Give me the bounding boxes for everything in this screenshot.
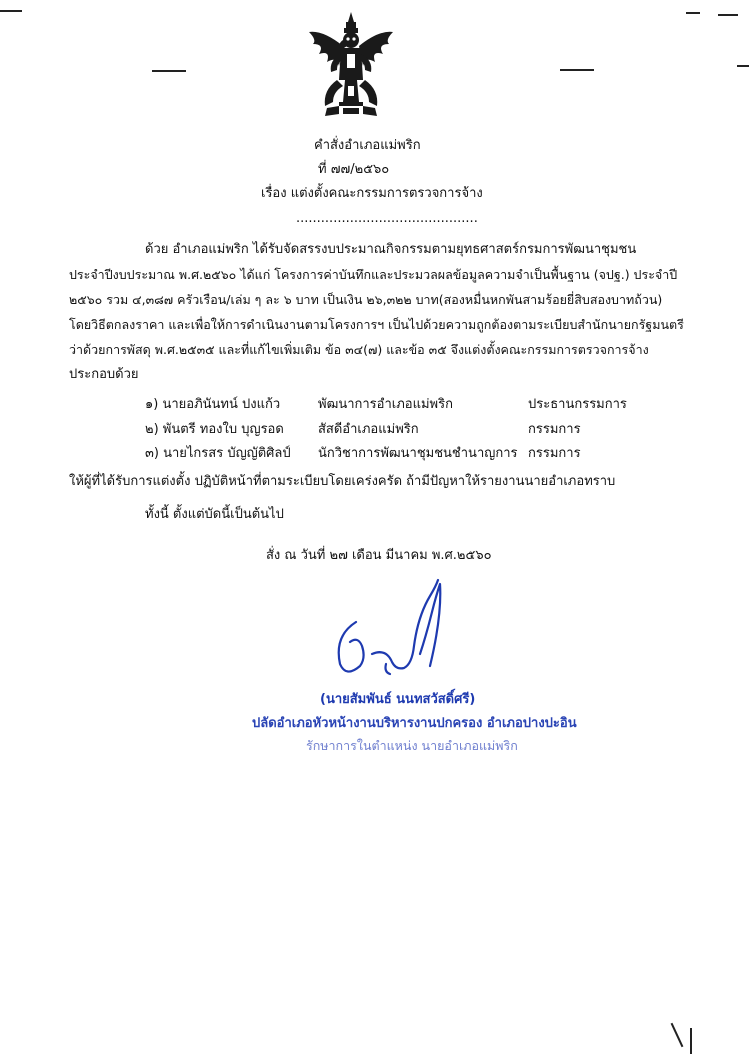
scan-mark [152, 70, 186, 72]
committee-member-position: พัฒนาการอำเภอแม่พริก [318, 397, 453, 412]
scan-mark [0, 10, 22, 12]
signer-title: ปลัดอำเภอหัวหน้างานบริหารงานปกครอง อำเภอปางปะอิน [252, 716, 577, 731]
scan-mark [686, 12, 700, 14]
scan-mark [737, 65, 749, 67]
committee-member-role: ประธานกรรมการ [528, 397, 627, 412]
paragraph-line: โดยวิธีตกลงราคา และเพื่อให้การดำเนินงานตามโครงการฯ เป็นไปด้วยความถูกต้องตามระเบียบสำนักนายกรัฐมนตรี [69, 317, 684, 332]
committee-member-position: นักวิชาการพัฒนาชุมชนชำนาญการ [318, 446, 518, 461]
instruction-text: ให้ผู้ที่ได้รับการแต่งตั้ง ปฏิบัติหน้าที่ตามระเบียบโดยเคร่งครัด ถ้ามีปัญหาให้รายงานนายอำเภอทราบ [69, 474, 616, 489]
committee-member-role: กรรมการ [528, 446, 581, 461]
paragraph-line: ว่าด้วยการพัสดุ พ.ศ.๒๕๓๕ และที่แก้ไขเพิ่มเติม ข้อ ๓๔(๗) และข้อ ๓๕ จึงแต่งตั้งคณะกรรมการตรวจการจ้าง [69, 342, 649, 357]
order-number: ที่ ๗๗/๒๕๖๐ [318, 162, 390, 177]
scan-mark [560, 69, 594, 71]
scan-mark [671, 1023, 684, 1047]
paragraph-line: ประกอบด้วย [69, 367, 139, 382]
committee-member-position: สัสดีอำเภอแม่พริก [318, 422, 419, 437]
garuda-emblem [303, 10, 399, 122]
header-divider: ............................................ [296, 211, 478, 226]
paragraph-line: ด้วย อำเภอแม่พริก ได้รับจัดสรรงบประมาณกิจกรรมตามยุทธศาสตร์กรมการพัฒนาชุมชน [145, 242, 637, 257]
committee-member-name: ๒) พันตรี ทองใบ บุญรอด [145, 422, 284, 437]
scan-mark [718, 14, 738, 16]
committee-member-name: ๑) นายอภินันทน์ ปงแก้ว [145, 397, 281, 412]
handwritten-signature [326, 576, 456, 686]
scan-mark [690, 1028, 692, 1054]
effective-text: ทั้งนี้ ตั้งแต่บัดนี้เป็นต้นไป [145, 507, 284, 522]
committee-member-role: กรรมการ [528, 422, 581, 437]
committee-member-name: ๓) นายไกรสร บัญญัติศิลป์ [145, 446, 291, 461]
order-subject: เรื่อง แต่งตั้งคณะกรรมการตรวจการจ้าง [261, 186, 483, 201]
paragraph-line: ๒๕๖๐ รวม ๔,๓๘๗ ครัวเรือน/เล่ม ๆ ละ ๖ บาท เป็นเงิน ๒๖,๓๒๒ บาท(สองหมื่นหกพันสามร้อยยี่สิบสองบาทถ้วน) [69, 292, 663, 307]
ordered-date: สั่ง ณ วันที่ ๒๗ เดือน มีนาคม พ.ศ.๒๕๖๐ [266, 548, 492, 563]
acting-title: รักษาการในตำแหน่ง นายอำเภอแม่พริก [306, 738, 518, 753]
signer-name: (นายสัมพันธ์ นนทสวัสดิ์ศรี) [320, 692, 476, 707]
paragraph-line: ประจำปีงบประมาณ พ.ศ.๒๕๖๐ ได้แก่ โครงการค่าบันทึกและประมวลผลข้อมูลความจำเป็นพื้นฐาน (จปฐ.) ประจำปี [69, 267, 678, 282]
order-title: คำสั่งอำเภอแม่พริก [314, 138, 421, 153]
